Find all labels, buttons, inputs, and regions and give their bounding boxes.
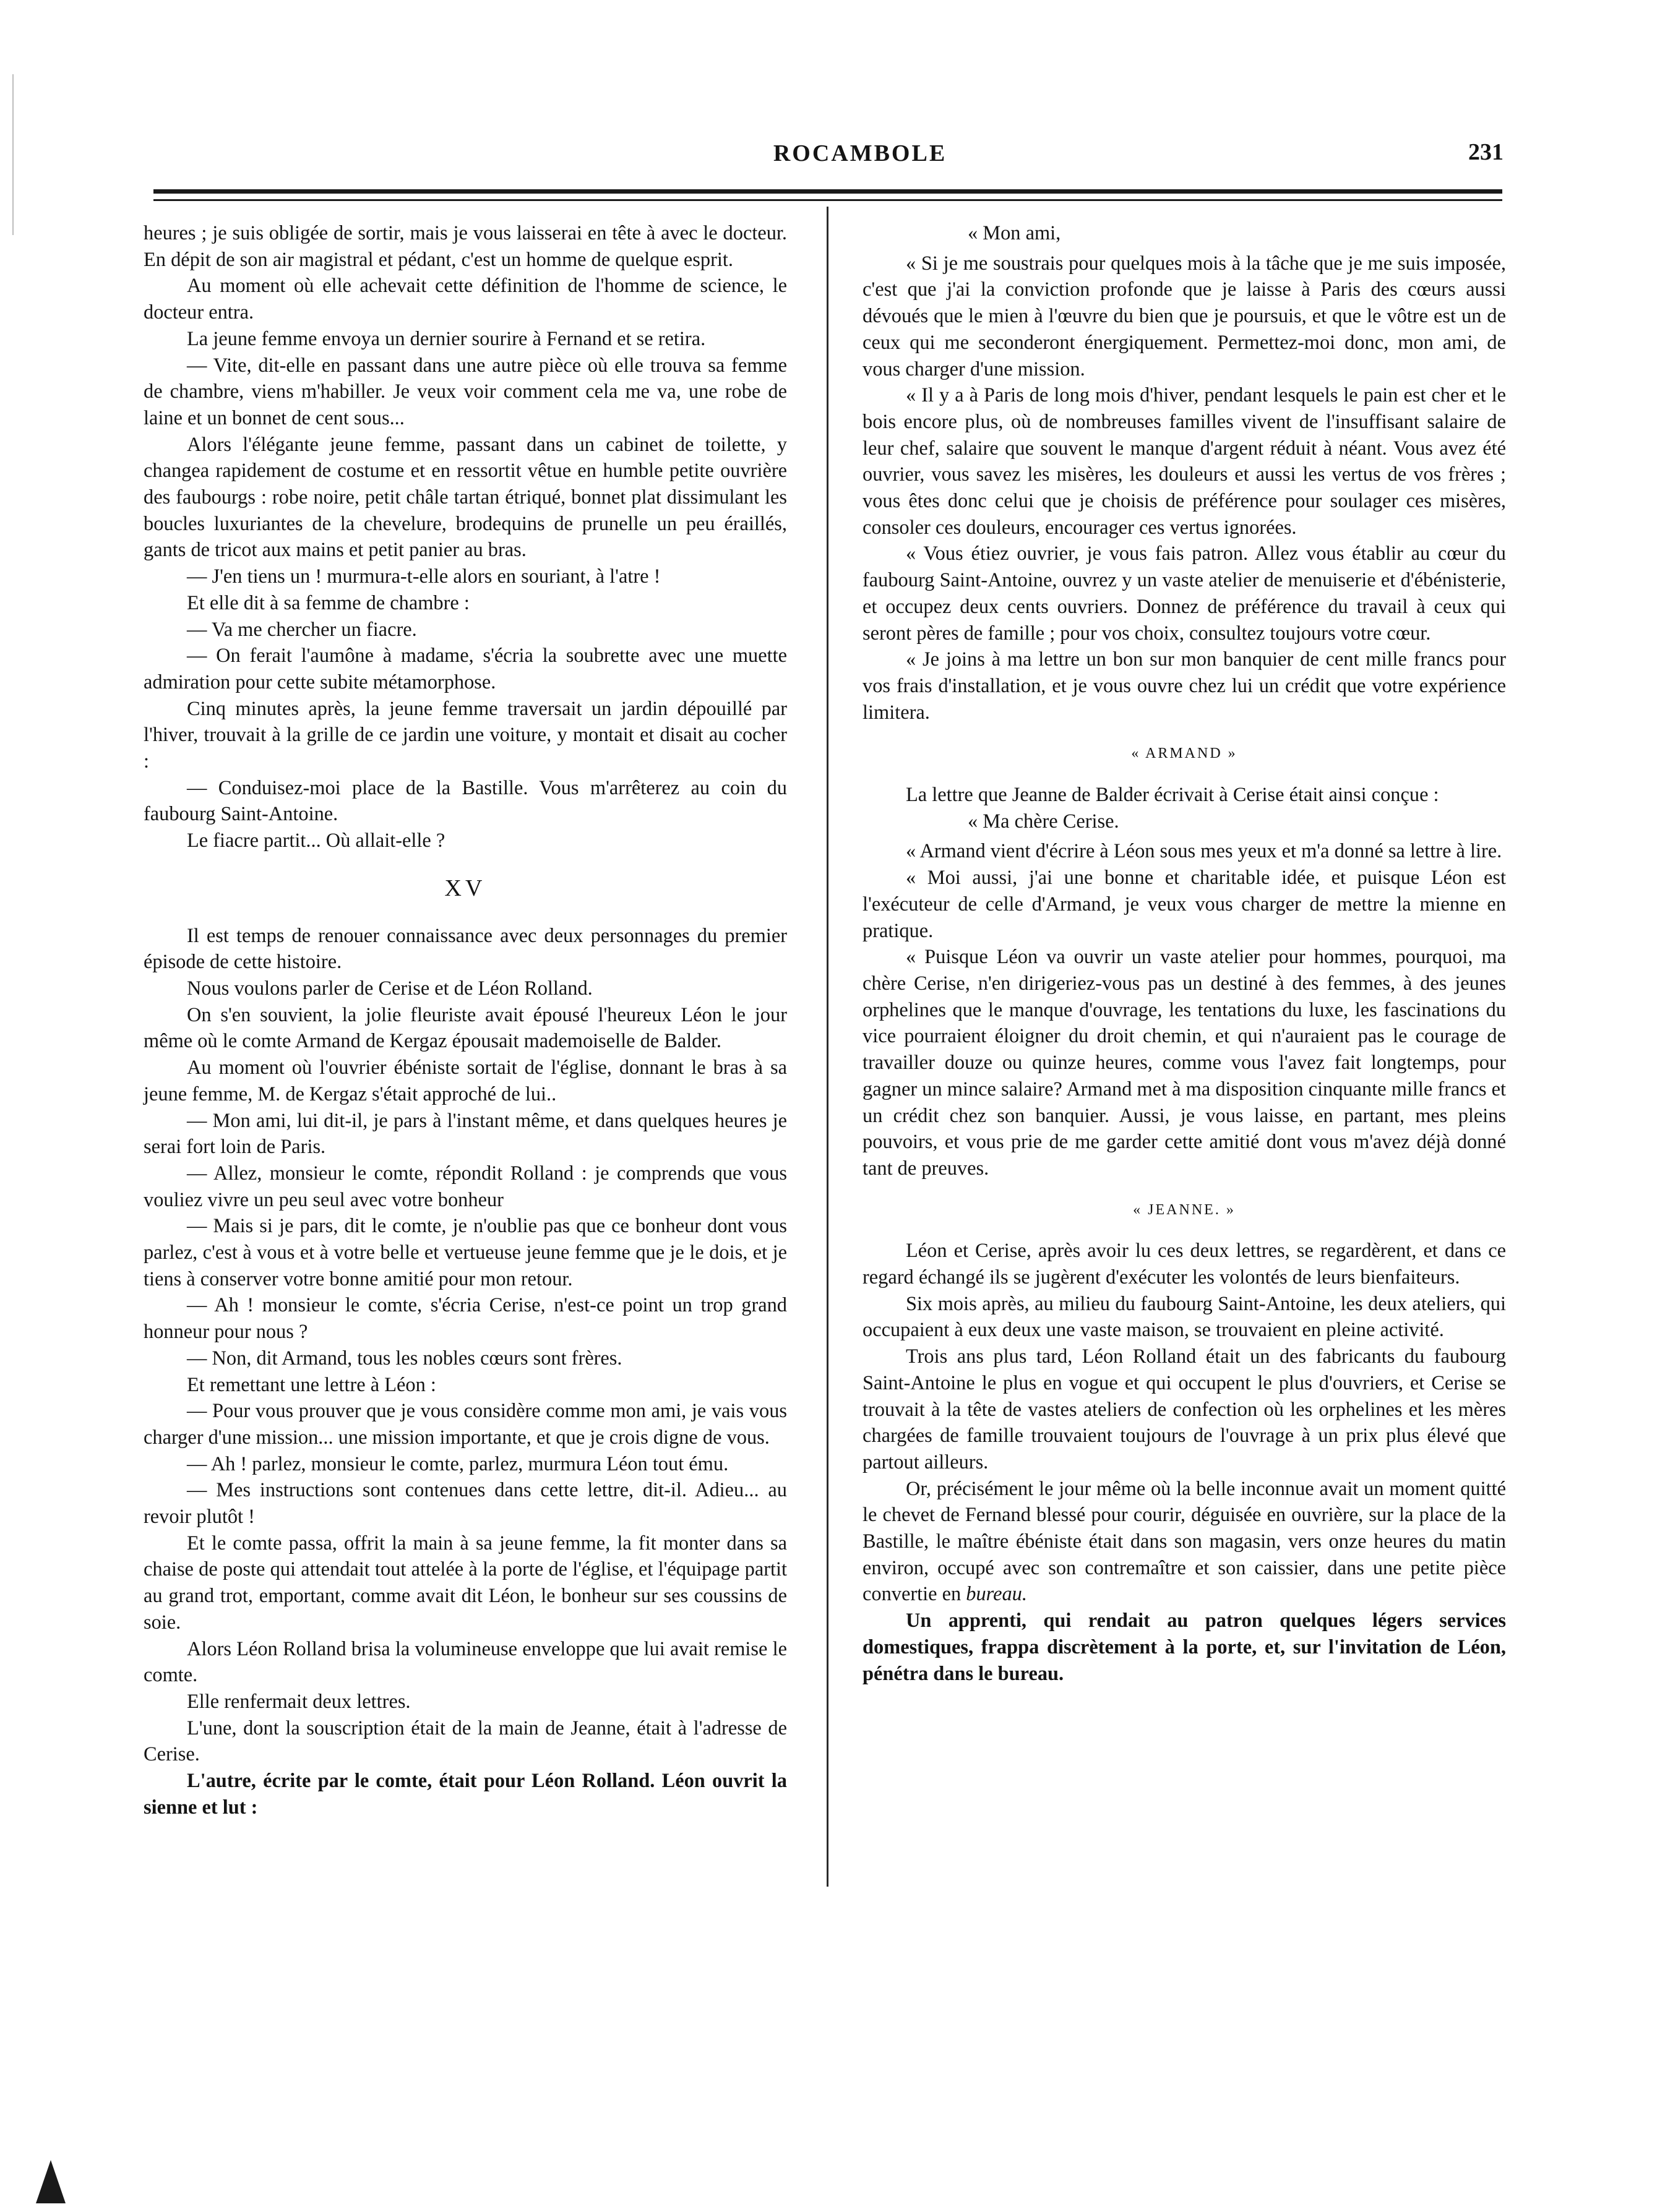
paragraph: Et remettant une lettre à Léon : xyxy=(187,1373,436,1396)
paragraph: — Mais si je pars, dit le comte, je n'oublie pas que ce bonheur dont vous parlez, c'est à vous et à votre belle et vertueuse jeune femme que je le dois, et je tiens à conserver votre bonne amitié pour mon retour. xyxy=(144,1215,787,1290)
paragraph-last: Un apprenti, qui rendait au patron quelques légers services domestiques, frappa discrètement à la porte, et, sur l'invitation de Léon, pénétra dans le bureau. xyxy=(863,1610,1506,1685)
paragraph xyxy=(863,1476,1506,1608)
paragraph: « Armand vient d'écrire à Léon sous mes yeux et m'a donné sa lettre à lire. xyxy=(906,840,1502,863)
letter-salutation: « Ma chère Cerise. xyxy=(968,810,1119,833)
paragraph: Au moment où elle achevait cette définition de l'homme de science, le docteur entra. xyxy=(144,275,787,324)
running-title: ROCAMBOLE xyxy=(773,140,947,166)
paragraph: Il est temps de renouer connaissance avec deux personnages du premier épisode de cette histoire. xyxy=(144,924,787,974)
right-column xyxy=(863,220,1506,1687)
paragraph: « Si je me soustrais pour quelques mois à la tâche que je me suis imposée, c'est que j'ai la conviction profonde que je laisse à Paris des cœurs aussi dévoués que le mien à l'œuvre du bien que je poursuis, et que le vôtre est un de ceux qui me seconderont énergiquement. Permettez-moi donc, mon ami, de vous charger d'une mission. xyxy=(863,252,1506,380)
paragraph: On s'en souvient, la jolie fleuriste avait épousé l'heureux Léon le jour même où le comte Armand de Kergaz épousait mademoiselle de Balder. xyxy=(144,1003,787,1053)
paragraph: — Ah ! parlez, monsieur le comte, parlez, murmura Léon tout ému. xyxy=(187,1452,729,1475)
header-rule-thick xyxy=(153,189,1502,194)
paragraph: « Vous étiez ouvrier, je vous fais patron. Allez vous établir au cœur du faubourg Saint-Antoine, ouvrez y un vaste atelier de menuiserie et d'ébénisterie, et occupez deux cents ouvriers. Donnez de préférence du travail à ceux qui seront pères de famille ; pour vos choix, consultez toujours votre cœur. xyxy=(863,542,1506,645)
paragraph: — Mes instructions sont contenues dans cette lettre, dit-il. Adieu... au revoir plutôt ! xyxy=(144,1479,787,1528)
paragraph: Trois ans plus tard, Léon Rolland était un des fabricants du faubourg Saint-Antoine le plus en vogue et qui occupent le plus d'ouvriers, et Cerise se trouvait à la tête de vastes ateliers de confection où les orphelines et les mères chargées de famille trouvaient toujours de l'ouvrage à un prix plus élevé que partout ailleurs. xyxy=(863,1345,1506,1473)
paragraph: « Moi aussi, j'ai une bonne et charitable idée, et puisque Léon est l'exécuteur de celle d'Armand, je veux vous charger de mettre la mienne en pratique. xyxy=(863,867,1506,942)
paragraph: — Conduisez-moi place de la Bastille. Vous m'arrêterez au coin du faubourg Saint-Antoine. xyxy=(144,776,787,826)
paragraph-text: Or, précisément le jour même où la belle inconnue avait un moment quitté le chevet de Fernand blessé pour courir, déguisée en ouvrière, sur la place de la Bastille, le maître ébéniste était dans son magasin, vers onze heures du matin environ, occupé avec son contremaître et son caissier, dans une petite pièce convertie en xyxy=(863,1477,1506,1606)
paragraph: — J'en tiens un ! murmura-t-elle alors en souriant, à l'atre ! xyxy=(187,565,661,588)
paragraph: heures ; je suis obligée de sortir, mais je vous laisserai en tête à avec le docteur. En dépit de son air magistral et pédant, c'est un homme de quelque esprit. xyxy=(144,222,787,271)
paragraph: — On ferait l'aumône à madame, s'écria la soubrette avec une muette admiration pour cette subite métamorphose. xyxy=(144,645,787,693)
paragraph: — Allez, monsieur le comte, répondit Rolland : je comprends que vous vouliez vivre un peu seul avec votre bonheur xyxy=(144,1162,787,1211)
paragraph: Alors Léon Rolland brisa la volumineuse enveloppe que lui avait remise le comte. xyxy=(144,1637,787,1687)
paragraph-last: L'autre, écrite par le comte, était pour Léon Rolland. Léon ouvrit la sienne et lut : xyxy=(144,1770,787,1819)
paragraph: Alors l'élégante jeune femme, passant dans un cabinet de toilette, y changea rapidement de costume et en ressortit vêtue en humble petite ouvrière des faubourgs : robe noire, petit châle tartan étriqué, bonnet plat dissimulant les boucles luxuriantes de la chevelure, brodequins de prunelle un peu éraillés, gants de tricot aux mains et petit panier au bras. xyxy=(144,433,787,562)
paragraph: Elle renfermait deux lettres. xyxy=(187,1690,411,1713)
paragraph: — Pour vous prouver que je vous considère comme mon ami, je vais vous charger d'une mission... une mission importante, et que je crois digne de vous. xyxy=(144,1400,787,1449)
paragraph: Le fiacre partit... Où allait-elle ? xyxy=(187,830,445,852)
paragraph: — Non, dit Armand, tous les nobles cœurs sont frères. xyxy=(187,1347,622,1370)
letter-signature: « ARMAND » xyxy=(1131,745,1237,762)
paragraph: L'une, dont la souscription était de la main de Jeanne, était à l'adresse de Cerise. xyxy=(144,1717,787,1766)
paragraph: — Mon ami, lui dit-il, je pars à l'instant même, et dans quelques heures je serai fort loin de Paris. xyxy=(144,1109,787,1159)
paragraph: Nous voulons parler de Cerise et de Léon Rolland. xyxy=(187,977,593,1000)
paragraph: « Il y a à Paris de long mois d'hiver, pendant lesquels le pain est cher et le bois encore plus, où de nombreuses familles vivent de l'insuffisant salaire de leur chef, salaire que souvent le manque d'argent réduit à néant. Vous avez été ouvrier, vous savez les misères, les douleurs et aussi les vertus de vos frères ; vous êtes donc celui que je choisis de préférence pour soulager ces misères, consoler ces douleurs, encourager ces vertus ignorées. xyxy=(863,384,1506,539)
paragraph: La lettre que Jeanne de Balder écrivait à Cerise était ainsi conçue : xyxy=(906,784,1439,807)
chapter-heading: XV xyxy=(444,875,486,901)
margin-mark xyxy=(12,74,14,235)
paragraph: Léon et Cerise, après avoir lu ces deux lettres, se regardèrent, et dans ce regard échangé ils se jugèrent d'exécuter les volontés de leurs bienfaiteurs. xyxy=(863,1240,1506,1289)
paragraph: Cinq minutes après, la jeune femme traversait un jardin dépouillé par l'hiver, trouvait à la grille de ce jardin une voiture, y montait et disait au cocher : xyxy=(144,697,787,773)
header-rule-thin xyxy=(153,199,1502,201)
paragraph: Six mois après, au milieu du faubourg Saint-Antoine, les deux ateliers, qui occupaient à eux deux une vaste maison, se trouvaient en pleine activité. xyxy=(863,1292,1506,1342)
paragraph: — Ah ! monsieur le comte, s'écria Cerise, n'est-ce point un trop grand honneur pour nous ? xyxy=(144,1294,787,1344)
left-column xyxy=(144,220,787,1820)
paragraph: « Puisque Léon va ouvrir un vaste atelier pour hommes, pourquoi, ma chère Cerise, n'en dirigeriez-vous pas un destiné à des femmes, à des jeunes orphelines que le manque d'ouvrage, les tentations du luxe, les fascinations du vice pourraient éloigner du droit chemin, et qui n'auraient pas le courage de travailler douze ou quinze heures, comme vous l'avez fait longtemps, pour gagner un mince salaire? Armand met à ma disposition cinquante mille francs et un crédit chez son banquier. Aussi, je vous laisse, en partant, mes pleins pouvoirs, et vous prie de me garder cette amitié dont vous m'avez déjà donné tant de preuves. xyxy=(863,946,1506,1180)
paragraph: « Je joins à ma lettre un bon sur mon banquier de cent mille francs pour vos frais d'installation, et je vous ouvre chez lui un crédit que votre expérience limitera. xyxy=(863,648,1506,724)
corner-mark xyxy=(36,2160,66,2203)
paragraph: — Va me chercher un fiacre. xyxy=(187,618,417,641)
paragraph: La jeune femme envoya un dernier sourire à Fernand et se retira. xyxy=(187,327,706,350)
column-divider xyxy=(827,207,828,1887)
paragraph: Au moment où l'ouvrier ébéniste sortait de l'église, donnant le bras à sa jeune femme, M. de Kergaz s'était approché de lui.. xyxy=(144,1057,787,1105)
paragraph: Et le comte passa, offrit la main à sa jeune femme, la fit monter dans sa chaise de poste qui attendait tout attelée à la porte de l'église, et l'équipage partit au grand trot, emportant, comme avait dit Léon, le bonheur sur ses coussins de soie. xyxy=(144,1532,787,1634)
italic-word: bureau. xyxy=(966,1583,1027,1606)
letter-signature: « JEANNE. » xyxy=(1133,1201,1236,1218)
paragraph: — Vite, dit-elle en passant dans une autre pièce où elle trouva sa femme de chambre, viens m'habiller. Je veux voir comment cela me va, une robe de laine et un bonnet de cent sous... xyxy=(144,354,787,429)
paragraph: Et elle dit à sa femme de chambre : xyxy=(187,591,470,614)
letter-salutation: « Mon ami, xyxy=(968,222,1061,244)
page-number: 231 xyxy=(1468,139,1504,165)
